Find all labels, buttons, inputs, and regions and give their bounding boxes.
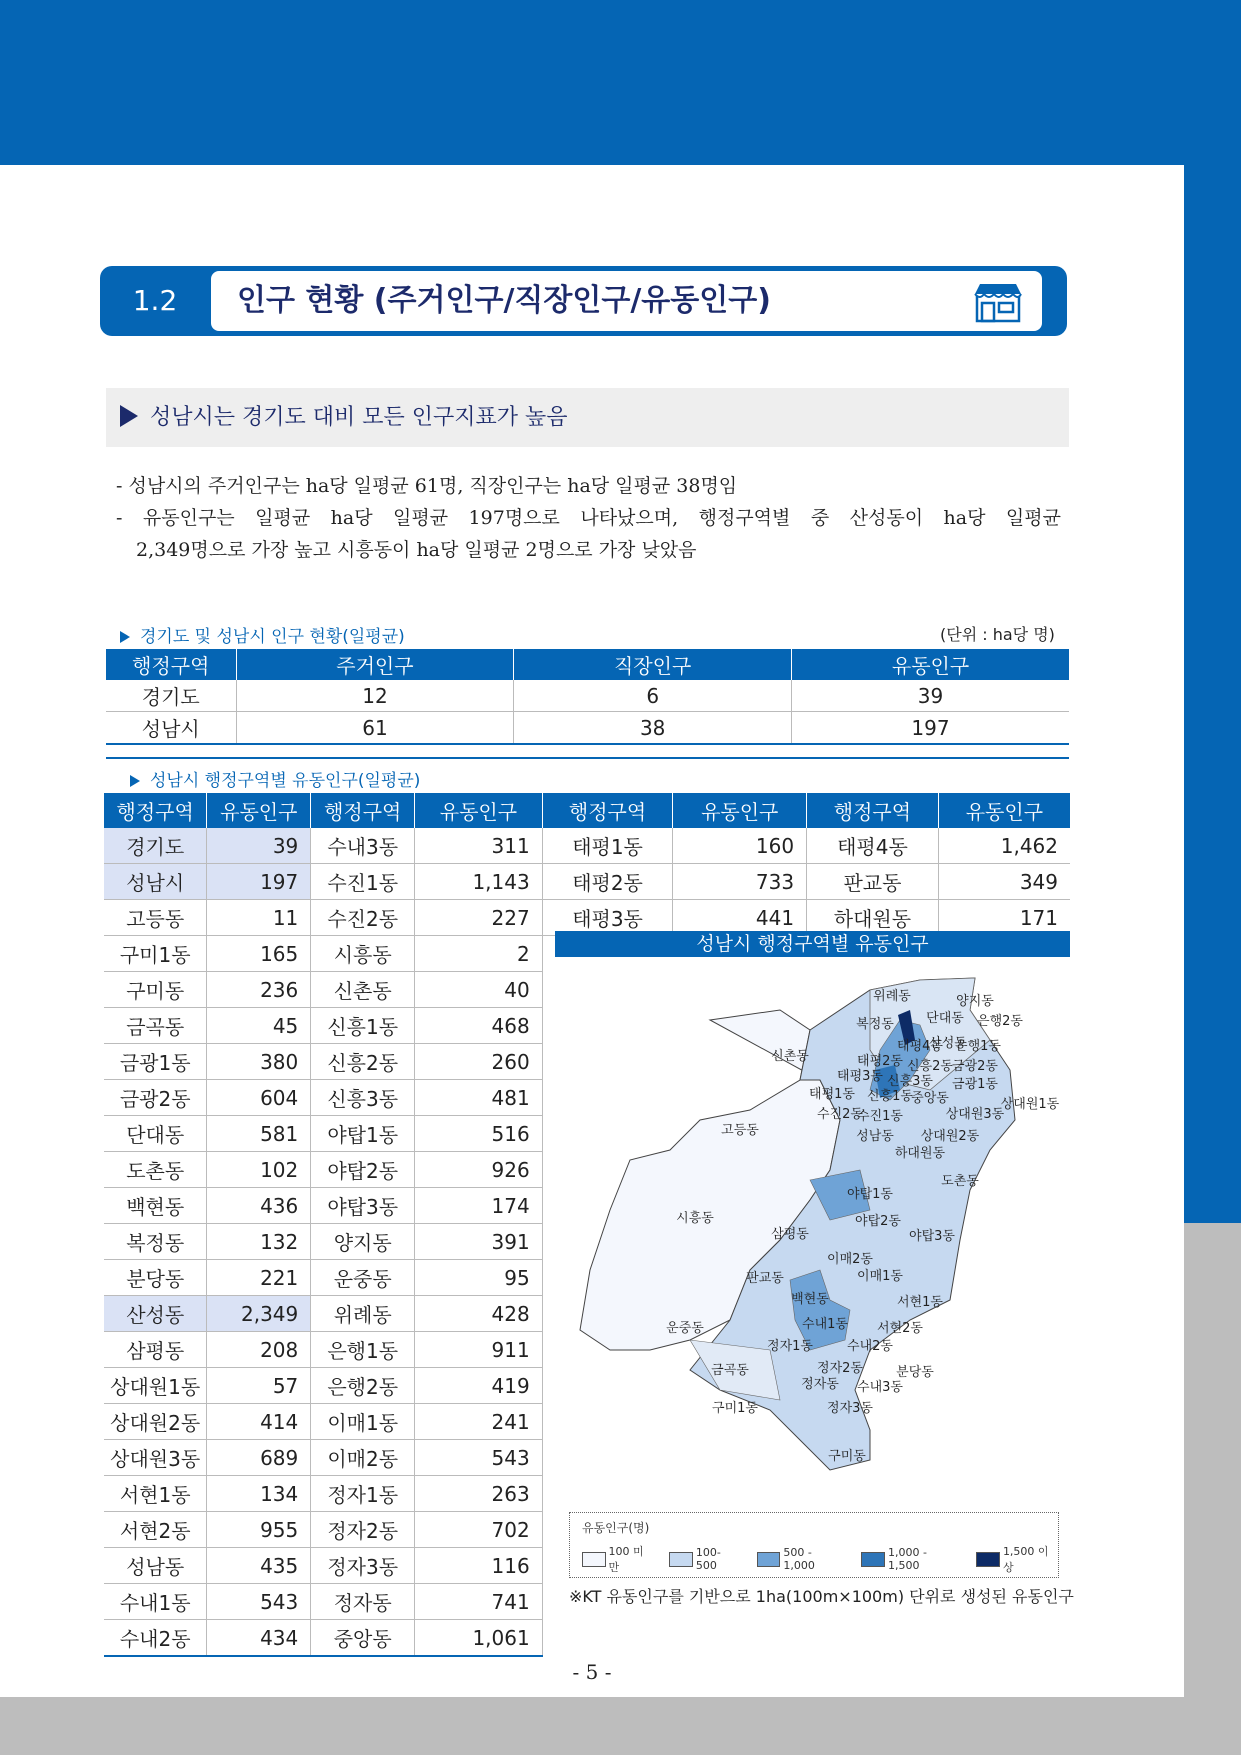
- population-cell: 221: [207, 1260, 311, 1296]
- table2-header: 행정구역: [807, 793, 939, 828]
- legend-swatch: [669, 1552, 693, 1567]
- map-district-label: 금곡동: [711, 1363, 749, 1378]
- body-text: [116, 470, 1061, 566]
- arrow-icon: [120, 631, 130, 643]
- population-cell: 40: [415, 972, 543, 1008]
- district-cell: 태평4동: [807, 828, 939, 864]
- table1-caption: 경기도 및 성남시 인구 현황(일평균): [120, 622, 405, 647]
- district-cell: 태평3동: [542, 900, 673, 936]
- body-line-1: - 성남시의 주거인구는 ha당 일평균 61명, 직장인구는 ha당 일평균 38명임: [116, 475, 738, 497]
- map-area-cell: [542, 1620, 1070, 1657]
- page-number: - 5 -: [572, 1660, 612, 1684]
- map-district-label: 야탑1동: [847, 1187, 893, 1202]
- map-district-label: 서현2동: [877, 1321, 923, 1336]
- map-legend: [569, 1512, 1059, 1578]
- district-cell: 금광1동: [104, 1044, 207, 1080]
- footnote: ※KT 유동인구를 기반으로 1ha(100m×100m) 단위로 생성된 유동인구: [569, 1587, 1074, 1606]
- map-district-label: 정자1동: [767, 1339, 813, 1354]
- table1-cell: 12: [236, 680, 514, 712]
- map-district-label: 이매1동: [857, 1269, 903, 1284]
- legend-item: [976, 1543, 1058, 1575]
- legend-item: [757, 1543, 846, 1575]
- district-cell: 태평2동: [542, 864, 673, 900]
- district-cell: 수진2동: [311, 900, 415, 936]
- district-cell: 수내3동: [311, 828, 415, 864]
- district-cell: 산성동: [104, 1296, 207, 1332]
- district-cell: 분당동: [104, 1260, 207, 1296]
- table1-cell: 6: [514, 680, 792, 712]
- table-row: [106, 712, 1069, 745]
- map-district-label: 금광1동: [952, 1077, 998, 1092]
- population-cell: 435: [207, 1548, 311, 1584]
- population-cell: 481: [415, 1080, 543, 1116]
- population-cell: 604: [207, 1080, 311, 1116]
- district-cell: 운중동: [311, 1260, 415, 1296]
- table2-header: 유동인구: [673, 793, 807, 828]
- population-cell: 414: [207, 1404, 311, 1440]
- population-cell: 132: [207, 1224, 311, 1260]
- population-cell: 441: [673, 900, 807, 936]
- district-cell: 신흥1동: [311, 1008, 415, 1044]
- district-cell: 경기도: [104, 828, 207, 864]
- district-cell: 복정동: [104, 1224, 207, 1260]
- district-cell: 도촌동: [104, 1152, 207, 1188]
- map-district-label: 야탑3동: [909, 1229, 955, 1244]
- district-cell: 야탑1동: [311, 1116, 415, 1152]
- map-district-label: 백현동: [791, 1292, 829, 1307]
- population-cell: 516: [415, 1116, 543, 1152]
- body-line-3: 2,349명으로 가장 높고 시흥동이 ha당 일평균 2명으로 가장 낮았음: [136, 539, 697, 561]
- legend-title: 유동인구(명): [582, 1521, 650, 1535]
- population-cell: 311: [415, 828, 543, 864]
- table1-header: 행정구역: [106, 649, 236, 680]
- district-cell: 수내1동: [104, 1584, 207, 1620]
- district-cell: 상대원2동: [104, 1404, 207, 1440]
- population-cell: 419: [415, 1368, 543, 1404]
- population-cell: 391: [415, 1224, 543, 1260]
- district-cell: 서현1동: [104, 1476, 207, 1512]
- population-cell: 160: [673, 828, 807, 864]
- population-cell: 171: [938, 900, 1070, 936]
- map-district-label: 신흥2동: [907, 1059, 953, 1074]
- district-cell: 고등동: [104, 900, 207, 936]
- map-district-label: 태평2동: [857, 1054, 903, 1069]
- table2-header: 유동인구: [415, 793, 543, 828]
- district-cell: 성남동: [104, 1548, 207, 1584]
- map-district-label: 서현1동: [897, 1295, 943, 1310]
- district-cell: 이매2동: [311, 1440, 415, 1476]
- population-cell: 227: [415, 900, 543, 936]
- map-district-label: 은행1동: [955, 1039, 1001, 1054]
- district-cell: 백현동: [104, 1188, 207, 1224]
- table1-cell: 38: [514, 712, 792, 745]
- map-district-label: 중앙동: [911, 1091, 949, 1106]
- map-district-label: 이매2동: [827, 1252, 873, 1267]
- table1-unit: (단위 : ha당 명): [940, 625, 1055, 644]
- map-district-label: 단대동: [926, 1011, 964, 1026]
- district-cell: 이매1동: [311, 1404, 415, 1440]
- district-cell: 구미1동: [104, 936, 207, 972]
- legend-item: [582, 1543, 653, 1575]
- table1-cell: 39: [792, 680, 1069, 712]
- population-cell: 733: [673, 864, 807, 900]
- key-message: 성남시는 경기도 대비 모든 인구지표가 높음: [150, 405, 568, 430]
- district-cell: 단대동: [104, 1116, 207, 1152]
- table-row: [104, 828, 1070, 864]
- map-district-label: 분당동: [896, 1365, 934, 1380]
- body-line-2: - 유동인구는 일평균 ha당 일평균 197명으로 나타났으며, 행정구역별 중 산성동이 ha당 일평균: [116, 507, 1061, 529]
- district-cell: 태평1동: [542, 828, 673, 864]
- population-cell: 702: [415, 1512, 543, 1548]
- population-cell: 581: [207, 1116, 311, 1152]
- table2-caption: 성남시 행정구역별 유동인구(일평균): [130, 766, 420, 791]
- map-district-label: 하대원동: [894, 1146, 946, 1161]
- table2-header: 행정구역: [104, 793, 207, 828]
- district-cell: 구미동: [104, 972, 207, 1008]
- legend-swatch: [582, 1552, 606, 1567]
- map-district-label: 양지동: [956, 994, 994, 1009]
- map-district-label: 태평3동: [837, 1069, 883, 1084]
- map-district-label: 금광2동: [952, 1059, 998, 1074]
- district-cell: 금광2동: [104, 1080, 207, 1116]
- district-cell: 판교동: [807, 864, 939, 900]
- table1-header: 직장인구: [514, 649, 792, 680]
- map-district-label: 위례동: [873, 989, 911, 1004]
- legend-label: 500 - 1,000: [783, 1546, 815, 1572]
- map-title: 성남시 행정구역별 유동인구: [555, 931, 1070, 957]
- section-title: 인구 현황 (주거인구/직장인구/유동인구): [237, 283, 771, 318]
- population-cell: 260: [415, 1044, 543, 1080]
- table1-cell: 경기도: [106, 680, 236, 712]
- seongnam-flow-population-map: [570, 970, 1070, 1500]
- district-cell: 시흥동: [311, 936, 415, 972]
- legend-label: 1,000 - 1,500: [888, 1546, 927, 1572]
- district-cell: 상대원1동: [104, 1368, 207, 1404]
- map-district-label: 성남동: [856, 1129, 894, 1144]
- legend-swatch: [976, 1552, 1000, 1567]
- table1: [106, 649, 1069, 745]
- district-cell: 상대원3동: [104, 1440, 207, 1476]
- map-district-label: 구미동: [828, 1449, 866, 1464]
- table1-header: 주거인구: [236, 649, 514, 680]
- map-district-label: 상대원1동: [1000, 1097, 1060, 1112]
- population-cell: 208: [207, 1332, 311, 1368]
- legend-label: 100-500: [695, 1546, 721, 1572]
- population-cell: 165: [207, 936, 311, 972]
- district-cell: 하대원동: [807, 900, 939, 936]
- population-cell: 741: [415, 1584, 543, 1620]
- district-cell: 신흥3동: [311, 1080, 415, 1116]
- table2-header: 유동인구: [207, 793, 311, 828]
- map-district-label: 산성동: [929, 1036, 967, 1051]
- header-band: [0, 0, 1241, 165]
- side-band: [1184, 165, 1241, 1223]
- population-cell: 11: [207, 900, 311, 936]
- district-cell: 위례동: [311, 1296, 415, 1332]
- district-cell: 중앙동: [311, 1620, 415, 1657]
- map-district-label: 정자2동: [817, 1361, 863, 1376]
- district-cell: 신흥2동: [311, 1044, 415, 1080]
- triangle-bullet-icon: [120, 405, 138, 427]
- legend-item: [861, 1543, 960, 1575]
- map-district-label: 삼평동: [771, 1227, 809, 1242]
- map-district-label: 고등동: [721, 1123, 759, 1138]
- population-cell: 241: [415, 1404, 543, 1440]
- population-cell: 174: [415, 1188, 543, 1224]
- map-district-label: 은행2동: [977, 1014, 1023, 1029]
- population-cell: 428: [415, 1296, 543, 1332]
- population-cell: 236: [207, 972, 311, 1008]
- population-cell: 57: [207, 1368, 311, 1404]
- map-district-label: 수내2동: [847, 1339, 893, 1354]
- table-row: [106, 680, 1069, 712]
- population-cell: 955: [207, 1512, 311, 1548]
- map-district-label: 정자3동: [827, 1401, 873, 1416]
- population-cell: 39: [207, 828, 311, 864]
- population-cell: 45: [207, 1008, 311, 1044]
- district-cell: 금곡동: [104, 1008, 207, 1044]
- map-district-label: 신흥1동: [867, 1089, 913, 1104]
- map-district-label: 신흥3동: [887, 1074, 933, 1089]
- map-district-label: 시흥동: [676, 1211, 714, 1226]
- population-cell: 1,143: [415, 864, 543, 900]
- population-cell: 2: [415, 936, 543, 972]
- population-cell: 436: [207, 1188, 311, 1224]
- population-cell: 2,349: [207, 1296, 311, 1332]
- map-district-label: 상대원3동: [945, 1107, 1005, 1122]
- district-cell: 야탑2동: [311, 1152, 415, 1188]
- section-title-box: [211, 271, 1042, 331]
- divider: [106, 757, 1069, 759]
- map-district-label: 구미1동: [712, 1401, 758, 1416]
- population-cell: 197: [207, 864, 311, 900]
- table1-header: 유동인구: [792, 649, 1069, 680]
- population-cell: 349: [938, 864, 1070, 900]
- table1-cell: 197: [792, 712, 1069, 745]
- table2-header: 행정구역: [311, 793, 415, 828]
- population-cell: 95: [415, 1260, 543, 1296]
- district-cell: 정자1동: [311, 1476, 415, 1512]
- map-district-label: 태평1동: [809, 1087, 855, 1102]
- population-cell: 926: [415, 1152, 543, 1188]
- map-district-label: 수진1동: [857, 1109, 903, 1124]
- population-cell: 543: [207, 1584, 311, 1620]
- map-district-label: 신촌동: [771, 1049, 809, 1064]
- store-icon: [972, 281, 1024, 323]
- legend-label: 100 미만: [608, 1545, 644, 1574]
- population-cell: 134: [207, 1476, 311, 1512]
- district-cell: 양지동: [311, 1224, 415, 1260]
- district-cell: 수내2동: [104, 1620, 207, 1657]
- table-row: [104, 1620, 1070, 1657]
- district-cell: 서현2동: [104, 1512, 207, 1548]
- map-district-label: 수내3동: [857, 1380, 903, 1395]
- population-cell: 434: [207, 1620, 311, 1657]
- population-cell: 689: [207, 1440, 311, 1476]
- legend-item: [669, 1543, 741, 1575]
- population-cell: 263: [415, 1476, 543, 1512]
- map-district-label: 정자동: [801, 1377, 839, 1392]
- map-district-label: 태평4동: [897, 1039, 943, 1054]
- district-cell: 은행2동: [311, 1368, 415, 1404]
- district-cell: 성남시: [104, 864, 207, 900]
- district-cell: 정자동: [311, 1584, 415, 1620]
- population-cell: 380: [207, 1044, 311, 1080]
- population-cell: 116: [415, 1548, 543, 1584]
- map-district-label: 운중동: [666, 1321, 704, 1336]
- map-district-label: 도촌동: [941, 1174, 979, 1189]
- legend-label: 1,500 이상: [1002, 1545, 1049, 1574]
- population-cell: 102: [207, 1152, 311, 1188]
- arrow-icon: [130, 775, 140, 787]
- district-cell: 수진1동: [311, 864, 415, 900]
- table2-header: 행정구역: [542, 793, 673, 828]
- map-district-label: 수진2동: [817, 1107, 863, 1122]
- map-district-label: 상대원2동: [920, 1129, 980, 1144]
- district-cell: 정자3동: [311, 1548, 415, 1584]
- legend-swatch: [861, 1552, 885, 1567]
- population-cell: 1,061: [415, 1620, 543, 1657]
- section-number: 1.2: [132, 284, 178, 317]
- population-cell: 543: [415, 1440, 543, 1476]
- population-cell: 1,462: [938, 828, 1070, 864]
- table2-header: 유동인구: [938, 793, 1070, 828]
- map-district-label: 야탑2동: [855, 1214, 901, 1229]
- map-district-label: 판교동: [746, 1271, 784, 1286]
- map-district-label: 수내1동: [802, 1317, 848, 1332]
- district-cell: 신촌동: [311, 972, 415, 1008]
- legend-swatch: [757, 1552, 781, 1567]
- district-cell: 은행1동: [311, 1332, 415, 1368]
- district-cell: 삼평동: [104, 1332, 207, 1368]
- district-cell: 정자2동: [311, 1512, 415, 1548]
- section-header: [100, 266, 1067, 336]
- district-cell: 야탑3동: [311, 1188, 415, 1224]
- table1-cell: 성남시: [106, 712, 236, 745]
- table1-cell: 61: [236, 712, 514, 745]
- population-cell: 468: [415, 1008, 543, 1044]
- population-cell: 911: [415, 1332, 543, 1368]
- map-district-label: 복정동: [856, 1017, 894, 1032]
- table-row: [104, 864, 1070, 900]
- key-message-box: [106, 388, 1069, 447]
